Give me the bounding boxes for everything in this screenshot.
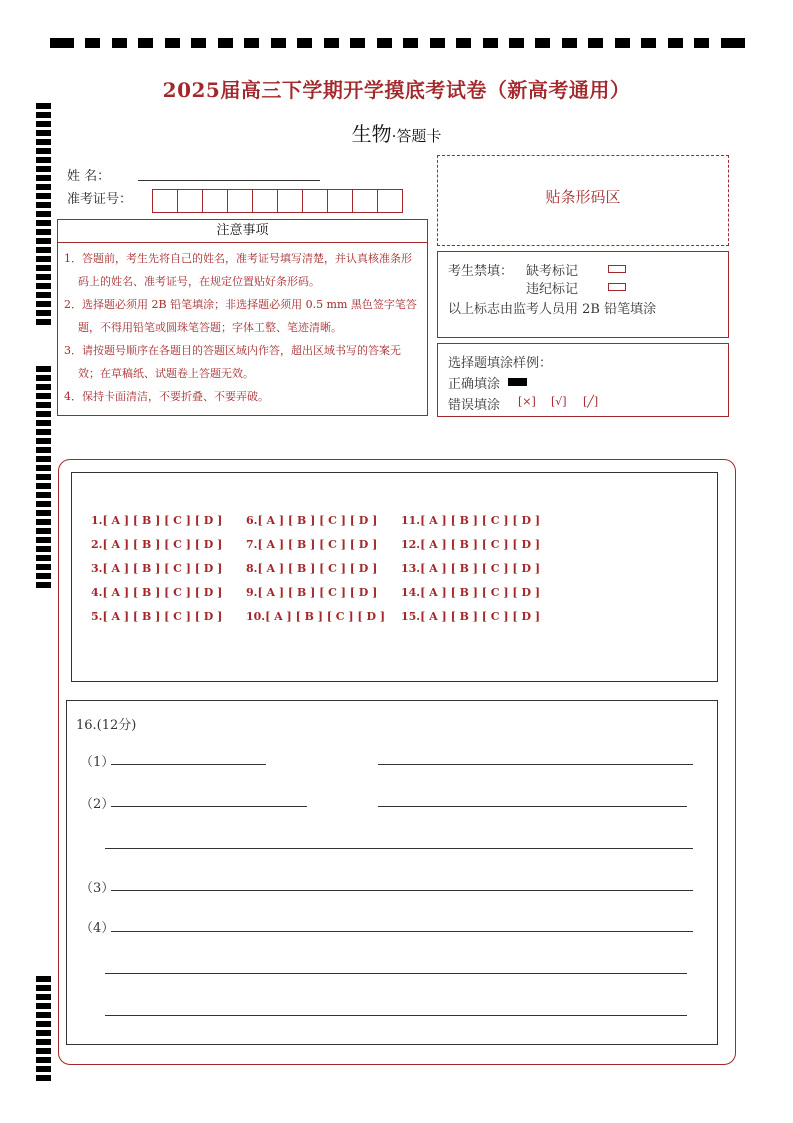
- timing-mark: [36, 510, 51, 516]
- timing-mark: [36, 103, 51, 109]
- timing-mark: [36, 319, 51, 325]
- timing-mark: [377, 38, 392, 48]
- timing-mark: [36, 265, 51, 271]
- timing-mark: [509, 38, 524, 48]
- choice-question-10[interactable]: 10.[ A ] [ B ] [ C ] [ D ]: [246, 610, 386, 623]
- timing-mark: [36, 474, 51, 480]
- timing-mark: [36, 220, 51, 226]
- timing-mark: [36, 528, 51, 534]
- timing-mark: [36, 366, 51, 372]
- multiple-choice-box: [71, 472, 718, 682]
- note-item-3: 3．请按题号顺序在各题目的答题区域内作答，超出区域书写的答案无效；在草稿纸、试题卷上答题无效。: [64, 344, 401, 380]
- choice-question-8[interactable]: 8.[ A ] [ B ] [ C ] [ D ]: [246, 562, 378, 575]
- timing-mark: [36, 1012, 51, 1018]
- choice-question-14[interactable]: 14.[ A ] [ B ] [ C ] [ D ]: [401, 586, 541, 599]
- id-digit-box[interactable]: [277, 189, 303, 213]
- timing-mark: [218, 38, 233, 48]
- timing-mark: [36, 393, 51, 399]
- timing-mark: [36, 1039, 51, 1045]
- timing-mark: [36, 402, 51, 408]
- name-label: 姓 名：: [67, 169, 111, 184]
- timing-mark: [430, 38, 445, 48]
- timing-mark: [244, 38, 259, 48]
- timing-mark: [36, 1030, 51, 1036]
- id-digit-box[interactable]: [302, 189, 328, 213]
- wrong-fill-label: 错误填涂: [448, 398, 501, 413]
- timing-mark: [615, 38, 630, 48]
- wrong-sample-3: [╱]: [583, 395, 599, 408]
- timing-mark: [36, 420, 51, 426]
- choice-question-5[interactable]: 5.[ A ] [ B ] [ C ] [ D ]: [91, 610, 223, 623]
- timing-mark: [350, 38, 365, 48]
- id-label: 准考证号：: [67, 192, 133, 207]
- timing-mark: [36, 229, 51, 235]
- timing-mark: [36, 256, 51, 262]
- correct-fill-sample: [508, 378, 527, 386]
- id-digit-box[interactable]: [202, 189, 228, 213]
- note-item-4: 4．保持卡面清洁，不要折叠、不要弄破。: [64, 390, 269, 403]
- timing-mark: [641, 38, 656, 48]
- timing-mark: [36, 148, 51, 154]
- timing-mark: [36, 184, 51, 190]
- question-16-title: 16.(12分): [76, 718, 137, 733]
- id-digit-box[interactable]: [177, 189, 203, 213]
- subject-title: [0, 118, 793, 147]
- correct-fill-label: 正确填涂: [448, 377, 501, 392]
- timing-mark: [138, 38, 153, 48]
- part-4-label: （4）: [80, 921, 115, 936]
- barcode-area[interactable]: [437, 155, 729, 246]
- timing-mark: [36, 976, 51, 982]
- timing-mark: [50, 38, 74, 48]
- examiner-label: 考生禁填：: [448, 264, 514, 279]
- timing-mark: [36, 1066, 51, 1072]
- timing-mark: [36, 1003, 51, 1009]
- choice-question-2[interactable]: 2.[ A ] [ B ] [ C ] [ D ]: [91, 538, 223, 551]
- timing-mark: [271, 38, 286, 48]
- timing-mark: [36, 429, 51, 435]
- timing-mark: [668, 38, 683, 48]
- note-item-1: 1．答题前，考生先将自己的姓名，准考证号填写清楚，并认真核准条形码上的姓名、准考证号，在规定位置贴好条形码。: [64, 252, 412, 288]
- violation-mark-label: 违纪标记: [526, 282, 579, 297]
- choice-question-6[interactable]: 6.[ A ] [ B ] [ C ] [ D ]: [246, 514, 378, 527]
- choice-question-13[interactable]: 13.[ A ] [ B ] [ C ] [ D ]: [401, 562, 541, 575]
- left-timing-marks-bottom: [36, 976, 51, 1081]
- timing-mark: [36, 202, 51, 208]
- part-4-blank-b[interactable]: [105, 973, 687, 974]
- timing-mark: [36, 1048, 51, 1054]
- timing-mark: [36, 193, 51, 199]
- fill-example-title: 选择题填涂样例：: [448, 356, 553, 371]
- notes-list: [57, 243, 428, 416]
- timing-mark: [562, 38, 577, 48]
- part-3-blank[interactable]: [111, 890, 693, 891]
- id-digit-box[interactable]: [327, 189, 353, 213]
- note-item-2: 2．选择题必须用 2B 铅笔填涂；非选择题必须用 0.5 mm 黑色签字笔答题，不得用铅笔或圆珠笔答题；字体工整、笔迹清晰。: [64, 298, 417, 334]
- wrong-sample-2: [√]: [551, 395, 567, 408]
- timing-mark: [36, 292, 51, 298]
- timing-mark: [36, 573, 51, 579]
- timing-mark: [36, 555, 51, 561]
- timing-mark: [36, 564, 51, 570]
- timing-mark: [36, 1075, 51, 1081]
- timing-mark: [36, 546, 51, 552]
- absent-mark-label: 缺考标记: [526, 264, 579, 279]
- part-4-blank-a[interactable]: [111, 931, 693, 932]
- choice-question-9[interactable]: 9.[ A ] [ B ] [ C ] [ D ]: [246, 586, 378, 599]
- timing-mark: [36, 519, 51, 525]
- violation-mark-box[interactable]: [608, 283, 626, 291]
- timing-mark: [36, 985, 51, 991]
- timing-mark: [483, 38, 498, 48]
- id-digit-box[interactable]: [152, 189, 178, 213]
- part-3-label: （3）: [80, 881, 115, 896]
- choice-question-12[interactable]: 12.[ A ] [ B ] [ C ] [ D ]: [401, 538, 541, 551]
- timing-mark: [36, 994, 51, 1000]
- top-timing-marks: [50, 38, 745, 52]
- timing-mark: [165, 38, 180, 48]
- timing-mark: [403, 38, 418, 48]
- timing-mark: [36, 483, 51, 489]
- part-4-blank-c[interactable]: [105, 1015, 687, 1016]
- examiner-only-box: [437, 251, 729, 338]
- timing-mark: [588, 38, 603, 48]
- timing-mark: [36, 166, 51, 172]
- barcode-label: 贴条形码区: [545, 188, 621, 206]
- timing-mark: [694, 38, 709, 48]
- timing-mark: [36, 375, 51, 381]
- timing-mark: [36, 301, 51, 307]
- choice-question-4[interactable]: 4.[ A ] [ B ] [ C ] [ D ]: [91, 586, 223, 599]
- choice-question-3[interactable]: 3.[ A ] [ B ] [ C ] [ D ]: [91, 562, 223, 575]
- choice-question-1[interactable]: 1.[ A ] [ B ] [ C ] [ D ]: [91, 514, 223, 527]
- timing-mark: [36, 438, 51, 444]
- timing-mark: [456, 38, 471, 48]
- timing-mark: [36, 537, 51, 543]
- notes-heading: 注意事项: [57, 219, 428, 243]
- id-digit-box[interactable]: [352, 189, 378, 213]
- timing-mark: [85, 38, 100, 48]
- examiner-note: 以上标志由监考人员用 2B 铅笔填涂: [448, 302, 657, 317]
- timing-mark: [191, 38, 206, 48]
- name-field[interactable]: [138, 164, 320, 181]
- timing-mark: [36, 492, 51, 498]
- wrong-sample-1: [×]: [518, 395, 536, 408]
- exam-title: 2025届高三下学期开学摸底考试卷（新高考通用）: [162, 78, 631, 102]
- timing-mark: [36, 274, 51, 280]
- timing-mark: [36, 283, 51, 289]
- timing-mark: [36, 447, 51, 453]
- timing-mark: [324, 38, 339, 48]
- absent-mark-box[interactable]: [608, 265, 626, 273]
- id-digit-box[interactable]: [377, 189, 403, 213]
- timing-mark: [36, 1057, 51, 1063]
- part-2-label: （2）: [80, 797, 115, 812]
- timing-mark: [721, 38, 745, 48]
- timing-mark: [36, 384, 51, 390]
- part-2-blank-a[interactable]: [111, 806, 307, 807]
- timing-mark: [36, 465, 51, 471]
- question-16-box: [66, 700, 718, 1045]
- timing-mark: [36, 157, 51, 163]
- timing-mark: [535, 38, 550, 48]
- timing-mark: [36, 247, 51, 253]
- left-timing-marks-middle: [36, 366, 51, 588]
- subject-suffix: ·答题卡: [391, 127, 442, 145]
- part-2-blank-c[interactable]: [105, 848, 693, 849]
- timing-mark: [36, 238, 51, 244]
- choice-question-15[interactable]: 15.[ A ] [ B ] [ C ] [ D ]: [401, 610, 541, 623]
- timing-mark: [36, 1021, 51, 1027]
- timing-mark: [36, 501, 51, 507]
- timing-mark: [112, 38, 127, 48]
- timing-mark: [36, 456, 51, 462]
- timing-mark: [36, 310, 51, 316]
- id-digit-box[interactable]: [252, 189, 278, 213]
- part-1-label: （1）: [80, 755, 115, 770]
- subject-name: 生物: [351, 122, 392, 146]
- timing-mark: [297, 38, 312, 48]
- id-digit-box[interactable]: [227, 189, 253, 213]
- timing-mark: [36, 582, 51, 588]
- id-number-boxes[interactable]: [152, 189, 402, 213]
- choice-question-7[interactable]: 7.[ A ] [ B ] [ C ] [ D ]: [246, 538, 378, 551]
- part-1-blank-a[interactable]: [111, 764, 266, 765]
- choice-question-11[interactable]: 11.[ A ] [ B ] [ C ] [ D ]: [401, 514, 541, 527]
- part-1-blank-b[interactable]: [378, 764, 693, 765]
- part-2-blank-b[interactable]: [378, 806, 687, 807]
- timing-mark: [36, 211, 51, 217]
- fill-example-box: [437, 343, 729, 417]
- timing-mark: [36, 175, 51, 181]
- timing-mark: [36, 411, 51, 417]
